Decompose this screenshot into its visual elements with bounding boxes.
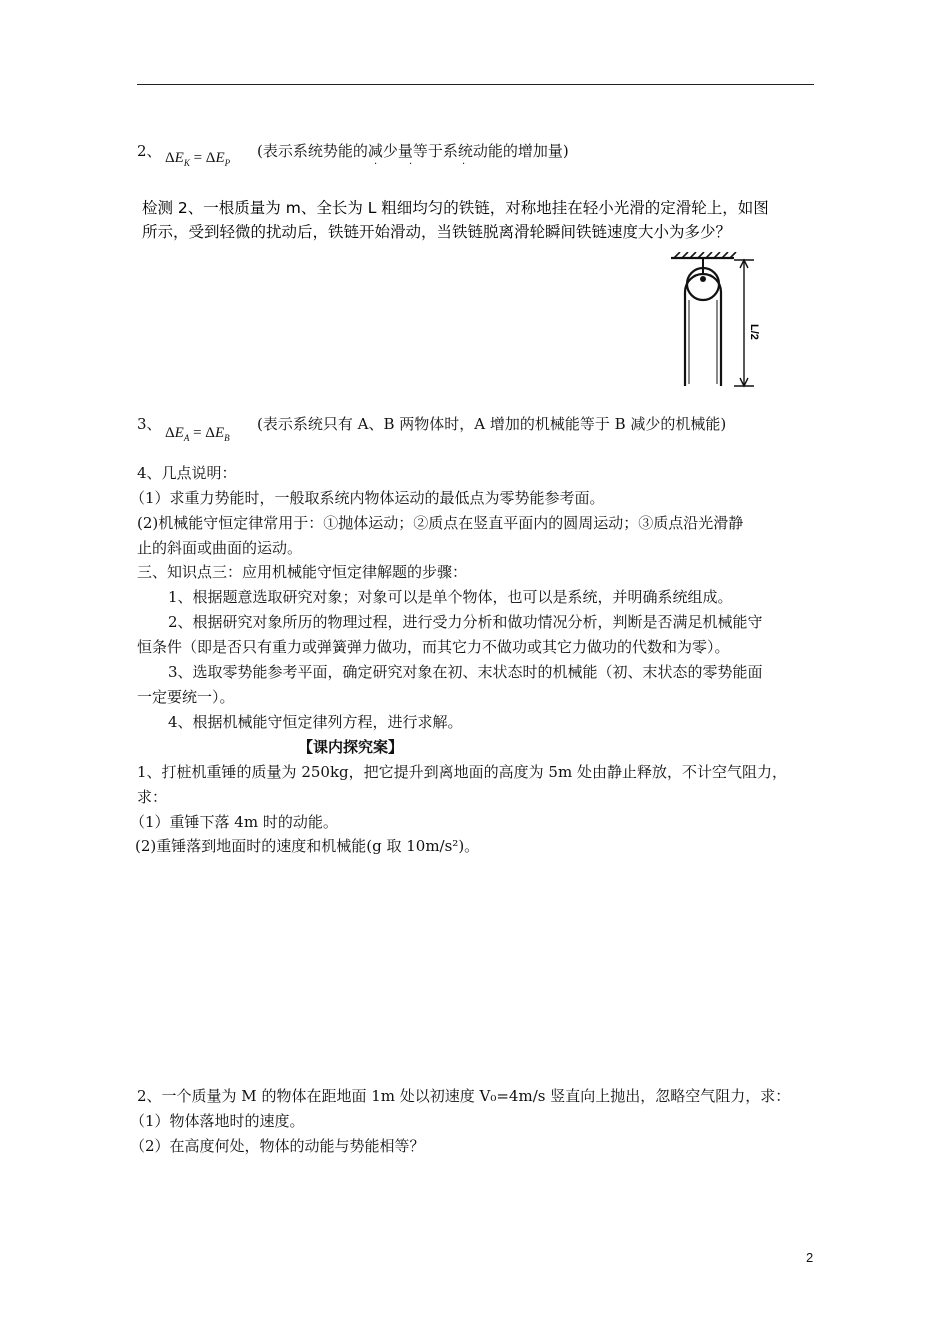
- check2-line1: 检测 2、一根质量为 m、全长为 L 粗细均匀的铁链，对称地挂在轻小光滑的定滑轮上，如图: [142, 199, 769, 217]
- item3-note: (表示系统只有 A、B 两物体时，A 增加的机械能等于 B 减少的机械能): [257, 415, 727, 433]
- section3-step2b: 恒条件（即是否只有重力或弹簧弹力做功，而其它力不做功或其它力做功的代数和为零）。: [137, 638, 730, 656]
- inclass-q1-part2: (2)重锤落到地面时的速度和机械能(g 取 10m/s²)。: [135, 837, 480, 855]
- pulley-chain-figure: [668, 252, 768, 394]
- item4-p2a: (2)机械能守恒定律常用于：①抛体运动；②质点在竖直平面内的圆周运动；③质点沿光滑静: [137, 514, 744, 532]
- pulley-axle: [700, 276, 706, 282]
- inclass-q2-line1: 2、一个质量为 M 的物体在距地面 1m 处以初速度 V₀=4m/s 竖直向上抛出，忽略空气阻力，求：: [137, 1087, 791, 1105]
- section3-step1: 1、根据题意选取研究对象；对象可以是单个物体，也可以是系统，并明确系统组成。: [168, 588, 733, 606]
- section3-step3a: 3、选取零势能参考平面，确定研究对象在初、末状态时的机械能（初、末状态的零势能面: [168, 663, 763, 681]
- check2-line2: 所示，受到轻微的扰动后，铁链开始滑动，当铁链脱离滑轮瞬间铁链速度大小为多少？: [142, 223, 732, 241]
- section3-step4: 4、根据机械能守恒定律列方程，进行求解。: [168, 713, 463, 731]
- item4-p2b: 止的斜面或曲面的运动。: [137, 539, 303, 557]
- item3-number: 3、: [137, 415, 162, 433]
- inclass-heading: 【课内探究案】: [298, 738, 404, 756]
- item2-note: (表示系统势能的减少量等于系统动能的增加量): [257, 142, 569, 160]
- item4-title: 4、几点说明：: [137, 464, 237, 482]
- page-number: 2: [806, 1250, 814, 1265]
- item2-number: 2、: [137, 142, 162, 160]
- section3-title: 三、知识点三：应用机械能守恒定律解题的步骤：: [137, 563, 468, 581]
- item2-formula: $\Delta E_K = \Delta E_P$: [165, 150, 231, 168]
- inclass-q2-part1: （1）物体落地时的速度。: [130, 1112, 305, 1130]
- inclass-q1-line2: 求：: [137, 788, 168, 806]
- header-rule: [137, 84, 814, 85]
- dimension-label: L/2: [748, 324, 760, 340]
- section3-step2a: 2、根据研究对象所历的物理过程，进行受力分析和做功情况分析，判断是否满足机械能守: [168, 613, 763, 631]
- inclass-q1-line1: 1、打桩机重锤的质量为 250kg，把它提升到离地面的高度为 5m 处由静止释放，不计空气阻力，: [137, 763, 787, 781]
- inclass-q2-part2: （2）在高度何处，物体的动能与势能相等？: [130, 1137, 425, 1155]
- item4-p1: （1）求重力势能时，一般取系统内物体运动的最低点为零势能参考面。: [130, 489, 605, 507]
- item3-formula: $\Delta E_A = \Delta E_B$: [165, 425, 230, 443]
- section3-step3b: 一定要统一）。: [137, 688, 235, 706]
- inclass-q1-part1: （1）重锤下落 4m 时的动能。: [130, 813, 338, 831]
